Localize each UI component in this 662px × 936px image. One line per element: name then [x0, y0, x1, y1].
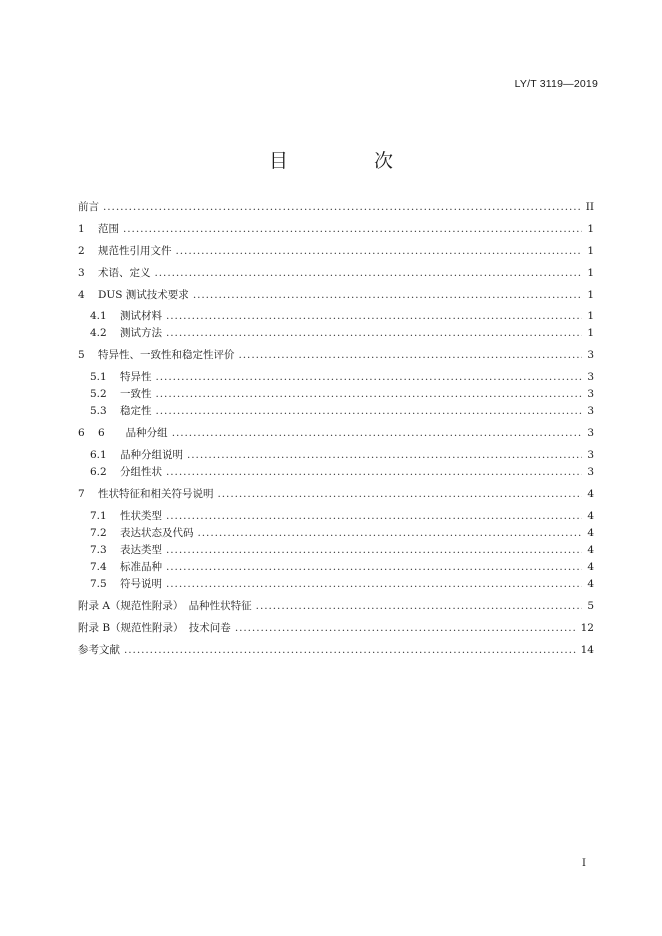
toc-entry-label: 范围 — [98, 223, 119, 235]
toc-entry[interactable] — [90, 465, 594, 479]
toc-leader — [166, 560, 582, 574]
toc-entry-number: 5.1 — [90, 371, 107, 383]
toc-entry-label: 品种分组说明 — [120, 449, 183, 461]
toc-leader — [166, 465, 582, 479]
toc-entry-label: 稳定性 — [120, 405, 152, 417]
toc-leader — [239, 348, 583, 362]
toc-entry-label: 特异性 — [120, 371, 152, 383]
toc-leader — [156, 387, 583, 401]
toc-entry[interactable] — [90, 577, 594, 591]
toc-entry-label: 分组性状 — [120, 466, 162, 478]
toc-entry-number: 7.4 — [90, 561, 107, 573]
toc-entry[interactable] — [78, 222, 594, 236]
toc-entry-page: 4 — [587, 527, 594, 539]
toc-leader — [166, 577, 582, 591]
toc-entry[interactable] — [90, 370, 594, 384]
toc-leader — [123, 222, 582, 236]
toc-leader — [156, 404, 583, 418]
toc-entry-label: 参考文献 — [78, 644, 120, 656]
toc-entry-number: 6.2 — [90, 466, 107, 478]
toc-entry-page: 1 — [587, 327, 594, 339]
toc-entry-label: 特异性、一致性和稳定性评价 — [98, 349, 235, 361]
toc-entry-number: 2 — [78, 245, 85, 257]
toc-entry-page: 4 — [587, 561, 594, 573]
toc-entry-page: 3 — [587, 371, 594, 383]
toc-entry-label: 表达状态及代码 — [120, 527, 194, 539]
toc-entry-page: 1 — [587, 267, 594, 279]
toc-entry-label: 性状类型 — [120, 510, 162, 522]
toc-entry-number: 4 — [78, 289, 85, 301]
toc-entry[interactable] — [78, 288, 594, 302]
toc-leader — [103, 200, 582, 214]
standard-code: LY/T 3119—2019 — [514, 78, 598, 90]
toc-entry[interactable] — [90, 309, 594, 323]
toc-entry-number: 7.1 — [90, 510, 107, 522]
toc-entry-label: 性状特征和相关符号说明 — [98, 488, 214, 500]
toc-entry[interactable] — [78, 200, 594, 214]
toc-entry-label: 表达类型 — [120, 544, 162, 556]
toc-entry-page: 4 — [587, 578, 594, 590]
toc-entry-page: II — [585, 201, 594, 213]
toc-entry-label: 规范性引用文件 — [98, 245, 172, 257]
toc-entry-page: 4 — [587, 488, 594, 500]
toc-entry-label: 附录 B（规范性附录） 技术问卷 — [78, 622, 231, 634]
toc-entry-page: 3 — [587, 449, 594, 461]
toc-leader — [176, 244, 583, 258]
toc-entry-number: 6.1 — [90, 449, 107, 461]
toc-leader — [155, 266, 583, 280]
toc-leader — [156, 370, 583, 384]
toc-entry-number: 7.3 — [90, 544, 107, 556]
toc-entry-page: 14 — [580, 644, 594, 656]
toc-entry-number: 5 — [78, 349, 85, 361]
toc-leader — [166, 509, 582, 523]
toc-leader — [198, 526, 583, 540]
toc-leader — [193, 288, 582, 302]
toc-entry[interactable] — [90, 448, 594, 462]
toc-entry[interactable] — [90, 526, 594, 540]
toc-entry-number: 5.3 — [90, 405, 107, 417]
toc-entry-number: 6 — [78, 427, 85, 439]
toc-entry-page: 12 — [580, 622, 594, 634]
toc-entry-page: 1 — [587, 289, 594, 301]
toc-entry-number: 5.2 — [90, 388, 107, 400]
toc-entry-page: 5 — [587, 600, 594, 612]
toc-leader — [166, 543, 582, 557]
toc-entry[interactable] — [90, 404, 594, 418]
toc-entry-number: 3 — [78, 267, 85, 279]
toc-entry[interactable] — [90, 387, 594, 401]
toc-entry[interactable] — [90, 509, 594, 523]
toc-entry-number: 4.1 — [90, 310, 107, 322]
toc-entry-page: 1 — [587, 223, 594, 235]
toc-entry-label: 前言 — [78, 201, 99, 213]
toc-entry-page: 3 — [587, 405, 594, 417]
toc-leader — [187, 448, 582, 462]
toc-entry[interactable] — [90, 326, 594, 340]
toc-leader — [166, 326, 582, 340]
toc-leader — [166, 309, 582, 323]
toc-entry[interactable] — [90, 543, 594, 557]
toc-entry-label: 附录 A（规范性附录） 品种性状特征 — [78, 600, 252, 612]
toc-entry-page: 3 — [587, 466, 594, 478]
page-title: 目 次 — [268, 150, 434, 172]
toc-entry-label: 标准品种 — [120, 561, 162, 573]
toc-leader — [218, 487, 583, 501]
toc-entry[interactable] — [78, 266, 594, 280]
toc-entry-label: 测试方法 — [120, 327, 162, 339]
toc-entry-page: 3 — [587, 388, 594, 400]
toc-entry-page: 3 — [587, 349, 594, 361]
toc-entry-page: 4 — [587, 510, 594, 522]
toc-entry-label: 术语、定义 — [98, 267, 151, 279]
toc-entry[interactable] — [78, 348, 594, 362]
toc-entry-label: 测试材料 — [120, 310, 162, 322]
toc-entry-number: 7.5 — [90, 578, 107, 590]
toc-leader — [124, 643, 577, 657]
toc-leader — [256, 599, 582, 613]
toc-entry-page: 1 — [587, 245, 594, 257]
toc-entry[interactable] — [78, 599, 594, 613]
toc-entry-label: 一致性 — [120, 388, 152, 400]
toc-leader — [235, 621, 577, 635]
toc-entry-number: 7.2 — [90, 527, 107, 539]
toc-entry[interactable] — [78, 487, 594, 501]
toc-entry-label: DUS 测试技术要求 — [98, 289, 189, 301]
toc-entry-page: 4 — [587, 544, 594, 556]
toc-entry-number: 4.2 — [90, 327, 107, 339]
toc-entry[interactable] — [78, 426, 594, 440]
toc-entry[interactable] — [78, 643, 594, 657]
toc-entry-label: 符号说明 — [120, 578, 162, 590]
toc-entry[interactable] — [78, 244, 594, 258]
toc-leader — [172, 426, 582, 440]
toc-entry[interactable] — [78, 621, 594, 635]
toc-entry-label: 6 品种分组 — [98, 427, 168, 439]
toc-entry-number: 7 — [78, 488, 85, 500]
toc-entry-number: 1 — [78, 223, 85, 235]
toc-entry-page: 3 — [587, 427, 594, 439]
toc-entry[interactable] — [90, 560, 594, 574]
page-number: I — [582, 858, 586, 869]
toc-entry-page: 1 — [587, 310, 594, 322]
